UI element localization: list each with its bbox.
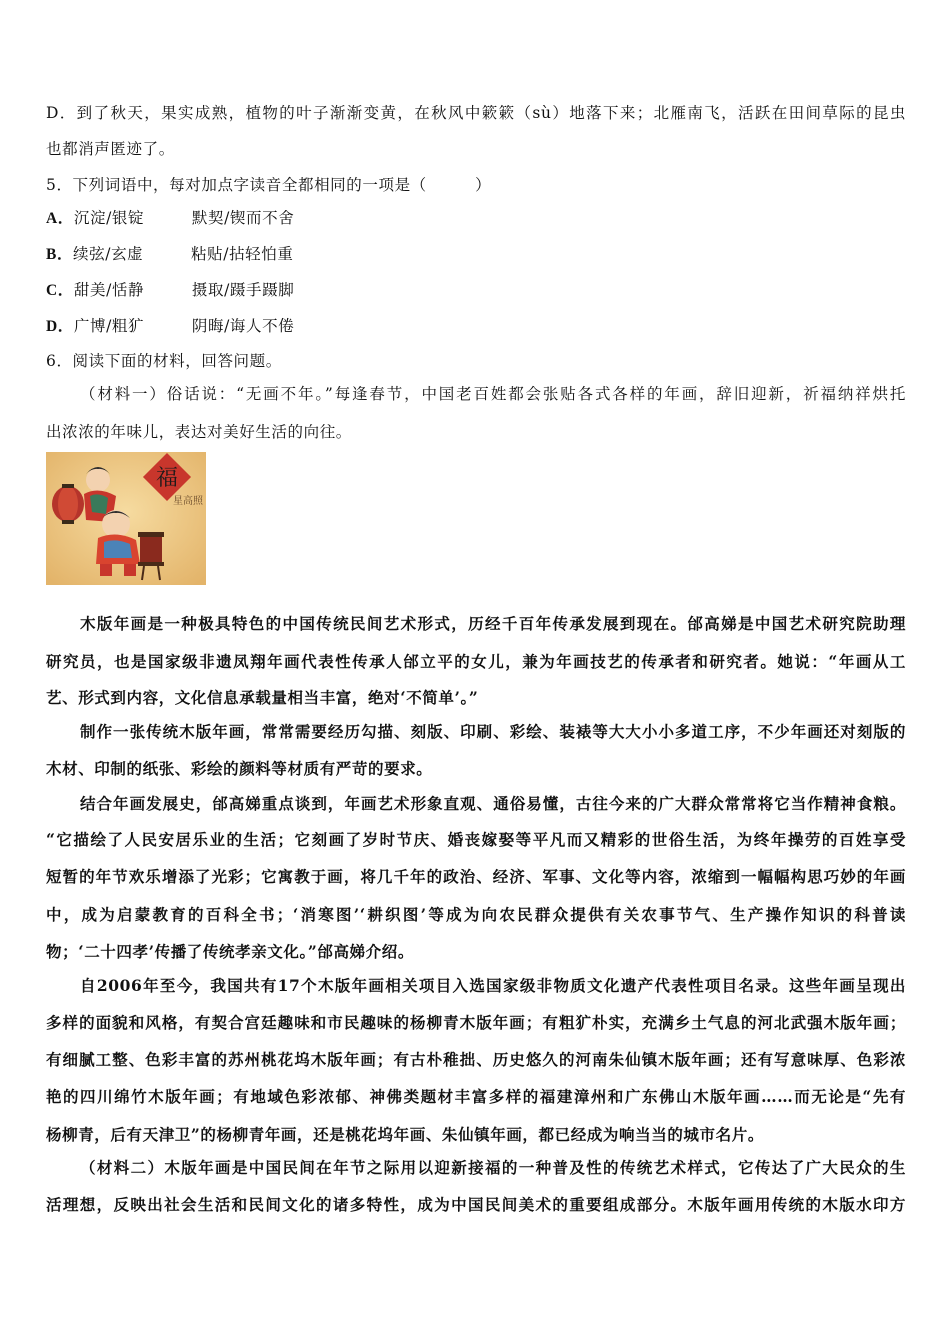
option-letter: B． xyxy=(46,246,74,263)
paragraph-1-line-3: 艺、形式到内容，文化信息承载量相当丰富，绝对‘不简单’。” xyxy=(46,688,479,707)
paragraph-4-line-3: 有细腻工整、色彩丰富的苏州桃花坞木版年画；有古朴稚拙、历史悠久的河南朱仙镇木版年画；还有写意味厚、色彩浓 xyxy=(46,1050,906,1069)
figure-caption: 星高照 xyxy=(173,496,203,507)
material-1-line-2: 出浓浓的年味儿，表达对美好生活的向往。 xyxy=(46,423,352,441)
paragraph-3-line-1: 结合年画发展史，邰高娣重点谈到，年画艺术形象直观、通俗易懂，古往今来的广大群众常常将它当作精神食粮。 xyxy=(80,794,906,813)
option-word-1: 沉淀/银锭 xyxy=(73,209,145,227)
q5-option-d xyxy=(46,316,906,337)
option-letter: D． xyxy=(46,318,74,335)
option-letter: A． xyxy=(46,210,74,227)
q5-option-b xyxy=(46,244,906,265)
paragraph-2-line-2: 木材、印制的纸张、彩绘的颜料等材质有严苛的要求。 xyxy=(46,759,433,778)
option-d-line-1: D．到了秋天，果实成熟，植物的叶子渐渐变黄，在秋风中簌簌（sù）地落下来；北雁南飞，活跃在田间草际的昆虫 xyxy=(46,104,906,122)
option-word-2: 摄取/蹑手蹑脚 xyxy=(191,281,295,299)
paragraph-2-line-1: 制作一张传统木版年画，常常需要经历勾描、刻版、印刷、彩绘、装裱等大大小小多道工序，不少年画还对刻版的 xyxy=(80,722,906,741)
option-letter: C． xyxy=(46,282,74,299)
q5-option-c xyxy=(46,280,906,301)
q5-option-a xyxy=(46,208,906,229)
material-2-line-1: （材料二）木版年画是中国民间在年节之际用以迎新接福的一种普及性的传统艺术样式，它传达了广大民众的生 xyxy=(80,1158,906,1177)
material-1-line-1: （材料一）俗话说：“无画不年。”每逢春节，中国老百姓都会张贴各式各样的年画，辞旧迎新，祈福纳祥烘托 xyxy=(80,385,906,403)
option-word-1: 甜美/恬静 xyxy=(73,281,145,299)
question-5: 5．下列词语中，每对加点字读音全都相同的一项是（ ） xyxy=(46,176,492,194)
new-year-painting-image xyxy=(46,452,206,585)
option-word-1: 续弦/玄虚 xyxy=(73,245,144,263)
option-d-line-2: 也都消声匿迹了。 xyxy=(46,140,175,158)
material-2-line-2: 活理想，反映出社会生活和民间文化的诸多特性，成为中国民间美术的重要组成部分。木版年画用传统的木版水印方 xyxy=(46,1195,906,1214)
question-6: 6．阅读下面的材料，回答问题。 xyxy=(46,352,282,370)
option-word-2: 阴晦/诲人不倦 xyxy=(191,317,295,335)
paragraph-3-line-2: “它描绘了人民安居乐业的生活；它刻画了岁时节庆、婚丧嫁娶等平凡而又精彩的世俗生活，为终年操劳的百姓享受 xyxy=(46,830,906,849)
paragraph-4-line-1: 自2006年至今，我国共有17个木版年画相关项目入选国家级非物质文化遗产代表性项目名录。这些年画呈现出 xyxy=(80,976,906,995)
option-word-1: 广博/粗犷 xyxy=(73,317,145,335)
paragraph-4-line-2: 多样的面貌和风格，有契合宫廷趣味和市民趣味的杨柳青木版年画；有粗犷朴实，充满乡土气息的河北武强木版年画； xyxy=(46,1013,906,1032)
paragraph-1-line-2: 研究员，也是国家级非遗凤翔年画代表性传承人邰立平的女儿，兼为年画技艺的传承者和研究者。她说：“年画从工 xyxy=(46,652,906,671)
paragraph-3-line-3: 短暂的年节欢乐增添了光彩；它寓教于画，将几千年的政治、经济、军事、文化等内容，浓缩到一幅幅构思巧妙的年画 xyxy=(46,867,906,886)
paragraph-4-line-4: 艳的四川绵竹木版年画；有地域色彩浓郁、神佛类题材丰富多样的福建漳州和广东佛山木版年画……而无论是“先有 xyxy=(46,1087,906,1106)
paragraph-3-line-4: 中，成为启蒙教育的百科全书；‘消寒图’‘耕织图’等成为向农民群众提供有关农事节气、生产操作知识的科普读 xyxy=(46,905,906,924)
paragraph-3-line-5: 物；‘二十四孝’传播了传统孝亲文化。”邰高娣介绍。 xyxy=(46,942,414,961)
fu-character: 福 xyxy=(155,466,179,491)
option-word-2: 默契/锲而不舍 xyxy=(191,209,295,227)
paragraph-4-line-5: 杨柳青，后有天津卫”的杨柳青年画，还是桃花坞年画、朱仙镇年画，都已经成为响当当的城市名片。 xyxy=(46,1125,764,1144)
paragraph-1-line-1: 木版年画是一种极具特色的中国传统民间艺术形式，历经千百年传承发展到现在。邰高娣是中国艺术研究院助理 xyxy=(80,614,906,633)
option-word-2: 粘贴/拈轻怕重 xyxy=(191,245,294,263)
